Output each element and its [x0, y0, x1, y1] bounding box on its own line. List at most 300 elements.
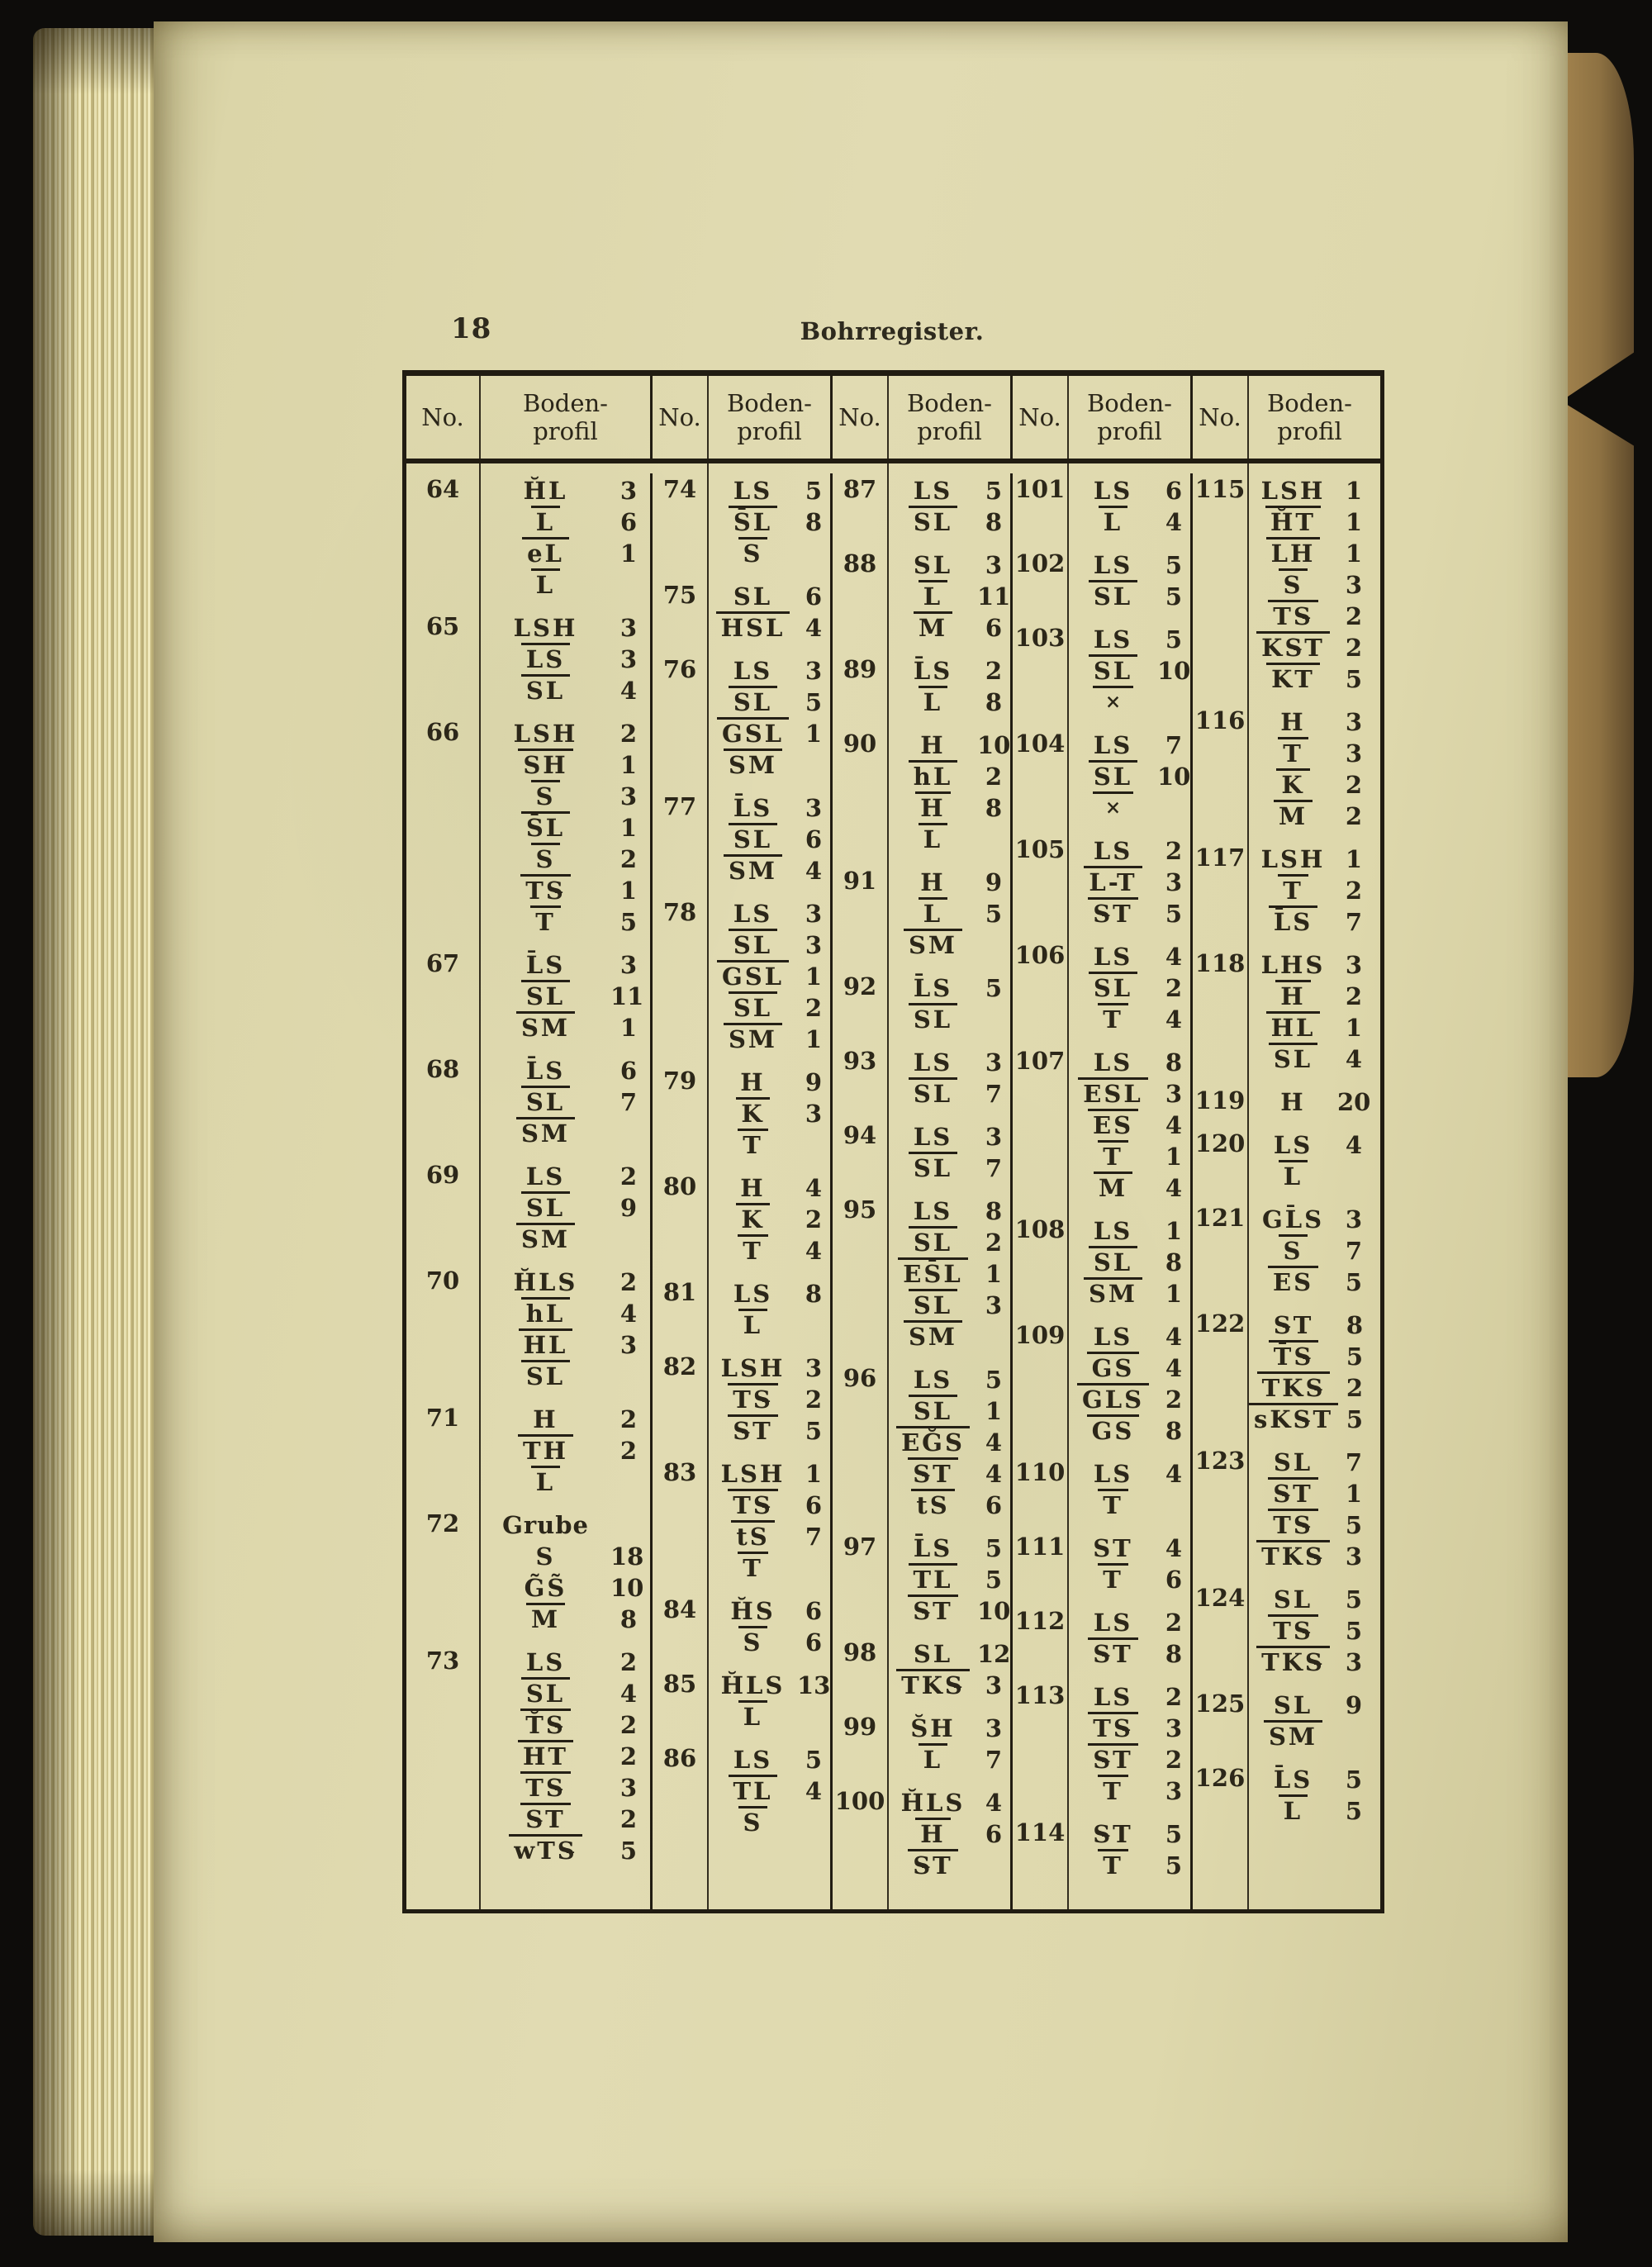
layer-thickness: 2 [805, 994, 822, 1022]
profile-layer [889, 1002, 1010, 1034]
layer-thickness: 7 [985, 1746, 1002, 1774]
layer-thickness: 8 [985, 794, 1002, 822]
layer-thickness: 5 [1165, 625, 1182, 653]
layer-thickness: 2 [1345, 982, 1362, 1010]
register-entry [833, 1194, 1010, 1351]
layer-code: S [738, 1806, 768, 1837]
entry-number: 67 [425, 949, 460, 977]
layer-thickness: 2 [1345, 877, 1362, 905]
profile-layer [1069, 1076, 1190, 1108]
layer-thickness: 3 [620, 782, 637, 810]
layer-code: SL [1089, 654, 1137, 685]
register-entry [1193, 705, 1370, 830]
profile-layer [1249, 1371, 1371, 1402]
layer-thickness: 2 [620, 1162, 637, 1191]
profile-layer [709, 1457, 830, 1488]
profile-stack [1247, 473, 1370, 693]
register-entry [1193, 948, 1370, 1073]
profile-layer [481, 779, 650, 810]
layer-thickness: 8 [1165, 1248, 1182, 1276]
profile-layer [889, 865, 1010, 896]
layer-code: LS [1093, 943, 1133, 971]
entry-number: 96 [843, 1364, 877, 1392]
profile-layer [709, 611, 830, 642]
profile-stack [1247, 948, 1370, 1073]
layer-code: H [1280, 708, 1306, 736]
layer-thickness: 3 [805, 794, 822, 822]
layer-thickness: 3 [1345, 571, 1362, 599]
layer-thickness: 3 [620, 614, 637, 642]
header-label-line: Boden- [1267, 389, 1352, 417]
layer-thickness: 3 [620, 1774, 637, 1802]
layer-thickness: 7 [1165, 731, 1182, 759]
profile-layer [1249, 905, 1370, 936]
header-label-line: profil [737, 417, 802, 445]
layer-code: hL [909, 760, 957, 791]
layer-code: LSH [1260, 477, 1326, 505]
profile-layer [1069, 1139, 1190, 1171]
layer-thickness: 10 [1157, 657, 1191, 685]
entry-number: 79 [662, 1067, 697, 1095]
entry-number: 76 [662, 655, 697, 683]
profile-layer [1069, 1531, 1190, 1562]
layer-code: TKS̵ [1257, 1371, 1331, 1402]
profile-layer [1249, 1042, 1370, 1073]
layer-code: L̄S [1269, 905, 1317, 936]
layer-code: SL [909, 506, 957, 536]
layer-code: SL [913, 551, 953, 579]
header-label-line: profil [1277, 417, 1342, 445]
register-entry [406, 1265, 650, 1390]
profile-stack [1067, 1457, 1190, 1519]
layer-code: SL [1273, 1691, 1313, 1719]
layer-code: SH [518, 749, 572, 779]
header-pair [1010, 376, 1190, 459]
layer-code: LS [1093, 1609, 1133, 1637]
layer-thickness: 4 [985, 1428, 1002, 1457]
profile-layer [1249, 1688, 1370, 1719]
layer-thickness: 1 [1345, 477, 1362, 505]
layer-thickness: 5 [1345, 1585, 1362, 1614]
layer-code: SL [909, 1395, 957, 1425]
layer-code: GS [1087, 1352, 1140, 1382]
column-group [1010, 473, 1190, 1909]
layer-thickness: 1 [985, 1397, 1002, 1425]
profile-layer [1069, 1382, 1190, 1414]
entry-number: 104 [1014, 730, 1066, 758]
profile-stack [1067, 622, 1190, 716]
register-entry [653, 1276, 830, 1339]
layer-code: S̵T [908, 1849, 958, 1880]
layer-code: LS [1093, 551, 1133, 579]
layer-code: T [1098, 1563, 1128, 1594]
header-label-line: profil [917, 417, 982, 445]
entry-number: 86 [662, 1744, 697, 1772]
layer-thickness: 20 [1337, 1088, 1371, 1116]
layer-thickness: 4 [1165, 1354, 1182, 1382]
profile-stack [479, 611, 650, 705]
entry-number: 64 [425, 475, 460, 503]
layer-thickness: 3 [1345, 1648, 1362, 1676]
profile-layer [889, 1637, 1010, 1668]
layer-thickness: 8 [805, 508, 822, 536]
layer-code: KS̵T [1256, 631, 1330, 662]
layer-code: TS̵ [1088, 1712, 1138, 1742]
column-group [1190, 473, 1370, 1909]
layer-code: TS̵ [1268, 600, 1318, 630]
layer-thickness: 5 [1165, 582, 1182, 611]
layer-code: SL [521, 1677, 570, 1708]
layer-code: LS [1093, 1323, 1133, 1351]
layer-code: LS [913, 1123, 953, 1151]
profile-layer [481, 1645, 650, 1676]
layer-code: TS̵ [728, 1383, 778, 1414]
layer-code: SM [516, 1117, 575, 1148]
register-entry [406, 1053, 650, 1148]
table-header [406, 376, 1380, 463]
layer-thickness: 2 [620, 720, 637, 748]
profile-layer [1069, 1319, 1190, 1351]
layer-thickness: 1 [620, 814, 637, 842]
profile-stack [1247, 1582, 1370, 1676]
profile-stack [887, 971, 1010, 1034]
profile-stack [887, 1194, 1010, 1351]
entry-number: 94 [843, 1121, 877, 1149]
layer-code: TL [909, 1563, 958, 1594]
profile-stack [1247, 1762, 1370, 1825]
layer-code: SL [521, 1360, 570, 1390]
layer-code: LSH [720, 1460, 786, 1488]
layer-code: H [920, 868, 946, 896]
layer-thickness: 8 [985, 688, 1002, 716]
profile-stack [1067, 1045, 1190, 1202]
profile-stack [1067, 1319, 1190, 1445]
layer-thickness: 4 [805, 1174, 822, 1202]
layer-code: T [738, 1234, 768, 1265]
register-entry [1193, 1445, 1370, 1571]
entry-number: 107 [1014, 1047, 1066, 1075]
layer-code: SL [521, 1086, 570, 1116]
header-label-line: profil [1097, 417, 1162, 445]
layer-thickness: 5 [1345, 1617, 1362, 1645]
profile-layer [1069, 1488, 1190, 1519]
profile-layer [1069, 1045, 1190, 1076]
entry-number: 117 [1194, 844, 1246, 872]
layer-code: SL [729, 686, 777, 716]
profile-layer [709, 505, 830, 536]
profile-layer [481, 1770, 650, 1802]
layer-thickness: 9 [1345, 1691, 1362, 1719]
profile-layer [1069, 1171, 1190, 1202]
layer-code: L [919, 686, 947, 716]
register-entry [1013, 939, 1190, 1034]
layer-thickness: 7 [985, 1154, 1002, 1182]
entry-number: 110 [1014, 1458, 1066, 1486]
layer-thickness: 1 [805, 962, 822, 991]
register-entry [1013, 1457, 1190, 1519]
table-body [406, 463, 1380, 1909]
column-header-profil [1069, 376, 1190, 459]
layer-code: LS [913, 1048, 953, 1076]
layer-code: SM [516, 1223, 575, 1253]
layer-code: LS [1093, 731, 1133, 759]
layer-code: TS̵ [520, 1771, 571, 1802]
layer-thickness: 4 [1165, 1460, 1182, 1488]
profile-layer [481, 1222, 650, 1253]
register-entry [1193, 842, 1370, 936]
layer-thickness: 1 [1165, 1280, 1182, 1308]
layer-thickness: 10 [1157, 763, 1191, 791]
profile-layer [481, 1010, 650, 1042]
layer-thickness: 5 [985, 1566, 1002, 1594]
profile-stack [479, 1402, 650, 1496]
running-title: Bohrregister. [800, 317, 985, 345]
layer-thickness: 7 [1345, 1448, 1362, 1476]
layer-code: S̵T [1268, 1477, 1318, 1508]
layer-code: TS̵ [1268, 1614, 1318, 1645]
layer-code: L [1279, 1160, 1308, 1191]
layer-thickness: 4 [1165, 1323, 1182, 1351]
layer-code: L [531, 506, 560, 536]
entry-number: 99 [843, 1713, 877, 1741]
layer-thickness: 6 [620, 1057, 637, 1085]
layer-thickness: 4 [1345, 1045, 1362, 1073]
profile-stack [479, 1265, 650, 1390]
register-entry [653, 1065, 830, 1159]
layer-thickness: 8 [1346, 1311, 1364, 1339]
layer-code: H̆S [730, 1597, 776, 1625]
profile-layer [481, 716, 650, 748]
layer-code: S [1279, 1234, 1308, 1265]
entry-number: 73 [425, 1647, 460, 1675]
entry-number: 114 [1014, 1818, 1066, 1846]
entry-number: 87 [843, 475, 877, 503]
layer-code: M [914, 611, 952, 642]
layer-thickness: 2 [1345, 771, 1362, 799]
register-entry [1013, 473, 1190, 536]
register-entry [653, 473, 830, 568]
profile-layer [889, 1711, 1010, 1742]
layer-code: S [738, 537, 768, 568]
profile-layer [709, 1594, 830, 1625]
header-label-line: Boden- [907, 389, 992, 417]
register-entry [406, 473, 650, 599]
profile-layer [1069, 1637, 1190, 1668]
layer-thickness: 11 [610, 982, 644, 1010]
layer-code: T [738, 1552, 768, 1582]
profile-layer [1249, 1794, 1370, 1825]
layer-thickness: 2 [620, 1437, 637, 1465]
register-entry [1013, 1214, 1190, 1308]
profile-layer [889, 1531, 1010, 1562]
layer-code: S [531, 843, 561, 873]
profile-layer [1249, 599, 1370, 630]
profile-layer [889, 1848, 1010, 1880]
profile-layer [1069, 1457, 1190, 1488]
profile-layer [1249, 1476, 1370, 1508]
profile-layer [481, 1676, 650, 1708]
entry-number: 74 [662, 475, 697, 503]
register-entry [406, 948, 650, 1042]
register-entry [406, 1402, 650, 1496]
profile-layer [1249, 1719, 1370, 1751]
layer-thickness: 9 [805, 1068, 822, 1096]
layer-thickness: 4 [1165, 1111, 1182, 1139]
header-label-line: profil [533, 417, 598, 445]
layer-thickness: 5 [1345, 1766, 1362, 1794]
profile-layer [709, 685, 830, 716]
layer-code: eL [522, 537, 569, 568]
profile-stack [707, 1668, 830, 1731]
profile-layer [709, 653, 830, 685]
layer-code: LS [733, 657, 773, 685]
profile-stack [707, 896, 830, 1053]
profile-stack [1067, 473, 1190, 536]
layer-code: S̵T [908, 1595, 958, 1625]
profile-layer [481, 1433, 650, 1465]
layer-thickness: 2 [1165, 837, 1182, 865]
entry-number: 68 [425, 1055, 460, 1083]
profile-layer [1069, 1214, 1190, 1245]
profile-layer [1249, 568, 1370, 599]
register-entry [1193, 1582, 1370, 1676]
layer-code: L [531, 1466, 560, 1496]
profile-layer [1069, 1711, 1190, 1742]
layer-thickness: 3 [985, 551, 1002, 579]
profile-layer [1069, 653, 1190, 685]
layer-code: LHS [1260, 951, 1326, 979]
layer-code: LS [1093, 477, 1133, 505]
register-entry [653, 1171, 830, 1265]
profile-layer [1069, 622, 1190, 653]
register-entry [833, 653, 1010, 716]
layer-code: hL [521, 1297, 570, 1328]
layer-code: H [1280, 1088, 1306, 1116]
layer-thickness: 3 [985, 1123, 1002, 1151]
layer-code: H̆LS [720, 1671, 786, 1699]
profile-layer [1249, 705, 1370, 736]
layer-code: S̵T [1088, 1743, 1138, 1774]
layer-code: LS [1093, 1683, 1133, 1711]
profile-layer [889, 1425, 1010, 1457]
profile-layer [1249, 1402, 1371, 1433]
profile-layer [481, 1833, 650, 1865]
layer-thickness: 5 [1165, 1851, 1182, 1880]
layer-thickness: 4 [1165, 943, 1182, 971]
layer-thickness: 8 [1165, 1417, 1182, 1445]
entry-number: 119 [1194, 1086, 1246, 1114]
profile-layer [1069, 1351, 1190, 1382]
layer-code: LS [913, 1366, 953, 1394]
layer-code: T [1098, 1140, 1128, 1171]
layer-thickness: 1 [805, 1460, 822, 1488]
entry-number: 93 [843, 1047, 877, 1075]
profile-layer [1069, 759, 1190, 791]
layer-code: SM [904, 929, 962, 959]
layer-code: L [919, 580, 947, 611]
profile-layer [481, 1191, 650, 1222]
profile-layer [481, 1265, 650, 1296]
entry-number: 80 [662, 1172, 697, 1200]
layer-thickness: 3 [1345, 708, 1362, 736]
profile-layer [1249, 630, 1370, 662]
profile-stack [1247, 842, 1370, 936]
profile-layer [1069, 791, 1190, 822]
layer-code: H [740, 1068, 766, 1096]
layer-code: SL [1089, 580, 1137, 611]
layer-thickness: 2 [1165, 1385, 1182, 1414]
layer-thickness: 9 [985, 868, 1002, 896]
register-entry [833, 1045, 1010, 1108]
layer-code: L [738, 1700, 767, 1731]
layer-thickness: 2 [1165, 1609, 1182, 1637]
register-entry [406, 611, 650, 705]
layer-code: SM [904, 1320, 962, 1351]
layer-code: LS [913, 477, 953, 505]
layer-code: L [919, 823, 947, 853]
entry-number: 115 [1194, 475, 1246, 503]
layer-thickness: 5 [1165, 1820, 1182, 1848]
layer-code: Grube [502, 1511, 589, 1539]
register-entry [653, 579, 830, 642]
column-group [406, 473, 650, 1909]
layer-thickness: 1 [620, 1014, 637, 1042]
profile-stack [887, 865, 1010, 959]
layer-code: G̃S̃ [524, 1574, 567, 1602]
layer-thickness: 2 [620, 1648, 637, 1676]
profile-layer [889, 1742, 1010, 1774]
profile-stack [887, 473, 1010, 536]
profile-layer [1249, 662, 1370, 693]
entry-number: 116 [1194, 706, 1246, 734]
layer-code: LS [733, 900, 773, 928]
entry-number: 65 [425, 612, 460, 640]
layer-thickness: 4 [985, 1789, 1002, 1817]
profile-layer [1249, 1159, 1370, 1191]
profile-layer [481, 1508, 650, 1539]
layer-thickness: 4 [805, 614, 822, 642]
layer-code: H̆T [1265, 506, 1321, 536]
layer-code: S [531, 780, 561, 810]
layer-thickness: 5 [985, 974, 1002, 1002]
register-entry [833, 473, 1010, 536]
layer-thickness: 7 [1345, 1237, 1362, 1265]
entry-number: 90 [843, 730, 877, 758]
column-header-profil [709, 376, 830, 459]
layer-thickness: 3 [1345, 1542, 1362, 1571]
layer-code: H [740, 1174, 766, 1202]
layer-thickness: 5 [1345, 1511, 1362, 1539]
profile-layer [481, 979, 650, 1010]
profile-layer [709, 1308, 830, 1339]
layer-code: SL [1089, 760, 1137, 791]
profile-layer [889, 1225, 1010, 1257]
profile-layer [889, 822, 1010, 853]
layer-thickness: 4 [805, 1237, 822, 1265]
profile-stack [707, 791, 830, 885]
profile-layer [709, 1805, 830, 1837]
profile-layer [1249, 1128, 1370, 1159]
layer-code: TKS̵ [896, 1669, 970, 1699]
profile-layer [1249, 1308, 1371, 1339]
profile-layer [709, 928, 830, 959]
profile-layer [1249, 736, 1370, 768]
profile-layer [1069, 579, 1190, 611]
layer-thickness: 3 [805, 657, 822, 685]
profile-layer [709, 536, 830, 568]
column-header-no: No. [653, 376, 709, 459]
layer-code: L-T [1084, 866, 1142, 896]
